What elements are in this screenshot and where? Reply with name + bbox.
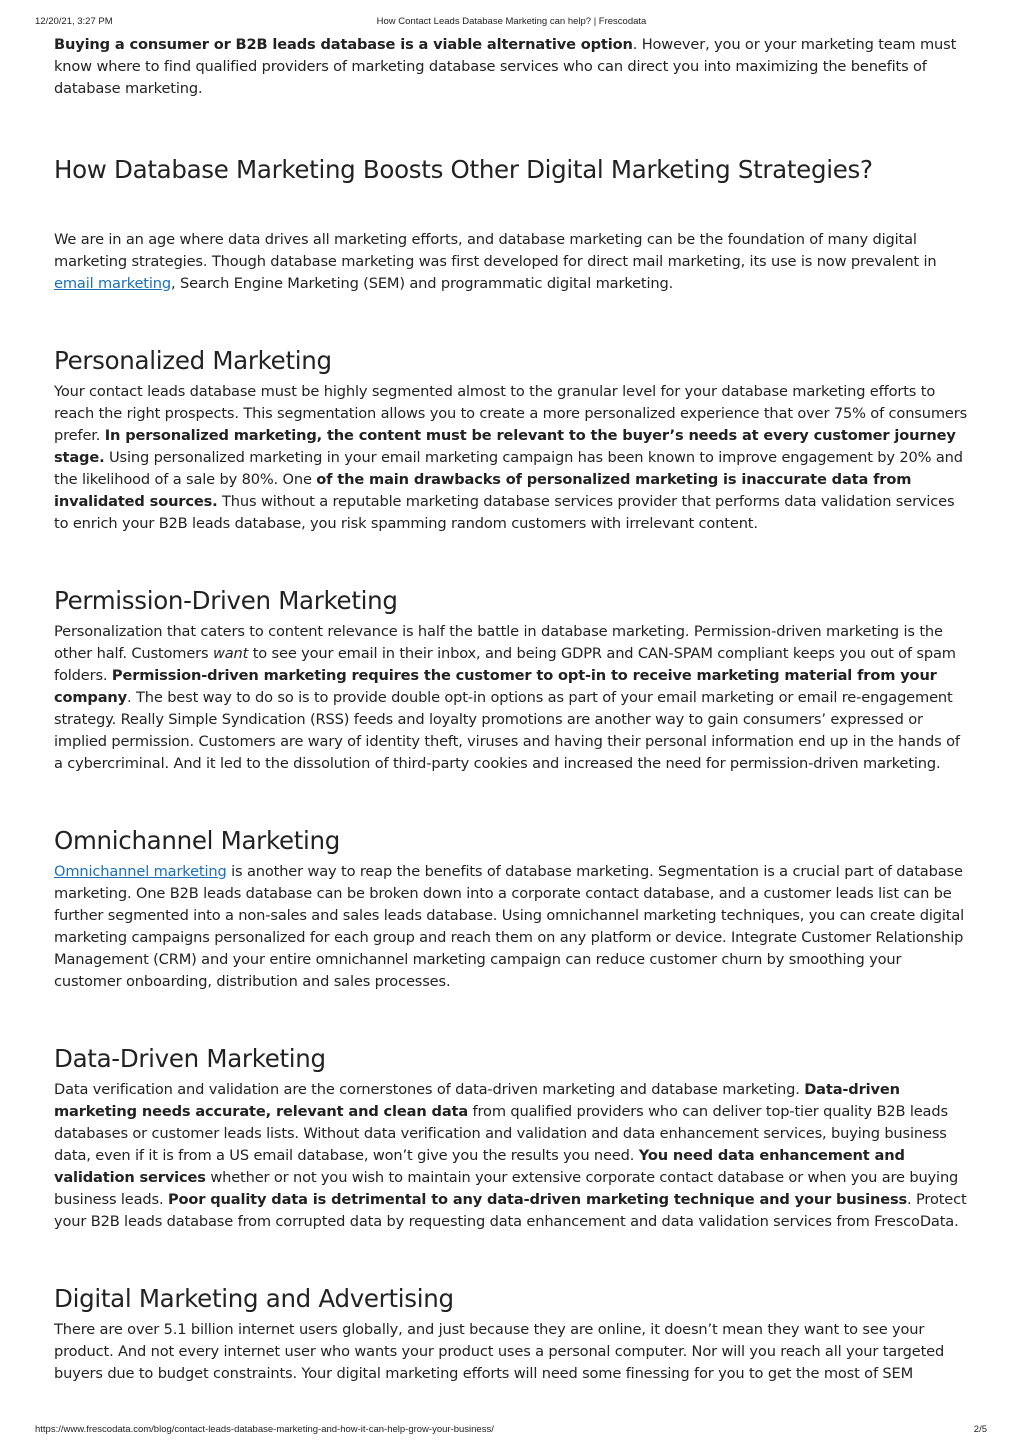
main-paragraph (54, 229, 972, 295)
permission-italic: want (212, 645, 249, 662)
main-text-a: We are in an age where data drives all marketing efforts, and database marketing can be the foundation of many digital marketing strategies. Though database marketing was first developed for direct mail marketing, its use is now prevalent in (54, 231, 937, 270)
personalized-text-1: Your contact leads database must be highly segmented almost to the granular level for your database marketing efforts to reach the right prospects. This segmentation allows you to create a more personalized experience that over 75% of consumers prefer. (54, 383, 968, 444)
datadriven-text-1: Data verification and validation are the cornerstones of data-driven marketing and database marketing. (54, 1081, 805, 1098)
intro-text: . However, you or your marketing team must know where to find qualified providers of marketing database services who can direct you into maximizing the benefits of database marketing. (54, 36, 957, 97)
print-page-number: 2/5 (973, 1424, 987, 1435)
datadriven-text-3: whether or not you wish to maintain your extensive corporate contact database or when you are buying business leads. (54, 1169, 959, 1208)
permission-bold: Permission-driven marketing requires the customer to opt-in to receive marketing material from your company (54, 667, 937, 706)
print-footer (0, 1424, 1023, 1438)
datadriven-text-4: . Protect your B2B leads database from corrupted data by requesting data enhancement and data validation services from FrescoData. (54, 1191, 967, 1230)
print-datetime: 12/20/21, 3:27 PM (35, 16, 113, 27)
print-page-title: How Contact Leads Database Marketing can help? | Frescodata (376, 16, 647, 27)
personalized-text-2: Using personalized marketing in your email marketing campaign has been known to improve engagement by 20% and the likelihood of a sale by 80%. One (54, 449, 963, 488)
datadriven-bold-3: Poor quality data is detrimental to any data-driven marketing technique and your business (167, 1191, 908, 1208)
personalized-paragraph (54, 381, 972, 535)
email-marketing-link[interactable]: email marketing (54, 275, 171, 292)
omnichannel-text: is another way to reap the benefits of database marketing. Segmentation is a crucial part of database marketing. One B2B leads database can be broken down into a corporate contact database, and a customer leads list can be further segmented into a non-sales and sales leads database. Using omnichannel marketing techniques, you can create digital marketing campaigns personalized for each group and reach them on any platform or device. Integrate Customer Relationship Management (CRM) and your entire omnichannel marketing campaign can reduce customer churn by smoothing your customer onboarding, distribution and sales processes. (54, 863, 965, 990)
personalized-heading: Personalized Marketing (54, 346, 332, 375)
permission-paragraph (54, 621, 972, 775)
permission-text-3: . The best way to do so is to provide double opt-in options as part of your email marketing or email re-engagement strategy. Really Simple Syndication (RSS) feeds and loyalty promotions are another way to gain consumers’ expressed or implied permission. Customers are wary of identity theft, viruses and having their personal information end up in the hands of a cybercriminal. And it led to the dissolution of third-party cookies and increased the need for permission-driven marketing. (54, 689, 960, 772)
datadriven-paragraph (54, 1079, 972, 1233)
datadriven-bold-1: Data-driven marketing needs accurate, relevant and clean data (54, 1081, 900, 1120)
main-heading: How Database Marketing Boosts Other Digital Marketing Strategies? (54, 155, 873, 184)
permission-text-1: Personalization that caters to content relevance is half the battle in database marketing. Permission-driven marketing is the other half. Customers (54, 623, 943, 662)
intro-paragraph (54, 34, 972, 100)
digital-heading: Digital Marketing and Advertising (54, 1284, 454, 1313)
permission-text-2: to see your email in their inbox, and being GDPR and CAN-SPAM compliant keeps you out of spam folders. (54, 645, 956, 684)
personalized-bold-2: of the main drawbacks of personalized marketing is inaccurate data from invalidated sources. (54, 471, 912, 510)
print-header (0, 16, 1023, 30)
omnichannel-heading: Omnichannel Marketing (54, 826, 341, 855)
intro-bold: Buying a consumer or B2B leads database is a viable alternative option (54, 36, 633, 53)
print-url: https://www.frescodata.com/blog/contact-leads-database-marketing-and-how-it-can-help-grow-your-business/ (35, 1424, 494, 1435)
personalized-text-3: Thus without a reputable marketing database services provider that performs data validation services to enrich your B2B leads database, you risk spamming random customers with irrelevant content. (54, 493, 955, 532)
omnichannel-paragraph (54, 861, 972, 993)
personalized-bold-1: In personalized marketing, the content must be relevant to the buyer’s needs at every customer journey stage. (54, 427, 956, 466)
permission-heading: Permission-Driven Marketing (54, 586, 398, 615)
datadriven-text-2: from qualified providers who can deliver top-tier quality B2B leads databases or customer leads lists. Without data verification and validation and data enhancement services, buying business data, even if it is from a US email database, won’t give you the results you need. (54, 1103, 948, 1164)
article-body (54, 34, 972, 1385)
main-text-b: , Search Engine Marketing (SEM) and programmatic digital marketing. (171, 275, 674, 292)
digital-paragraph: There are over 5.1 billion internet users globally, and just because they are online, it doesn’t mean they want to see your product. And not every internet user who wants your product uses a personal computer. Nor will you reach all your targeted buyers due to budget constraints. Your digital marketing efforts will need some finessing for you to get the most of SEM (54, 1321, 945, 1382)
omnichannel-marketing-link[interactable]: Omnichannel marketing (54, 863, 227, 880)
datadriven-heading: Data-Driven Marketing (54, 1044, 326, 1073)
datadriven-bold-2: You need data enhancement and validation services (54, 1147, 905, 1186)
